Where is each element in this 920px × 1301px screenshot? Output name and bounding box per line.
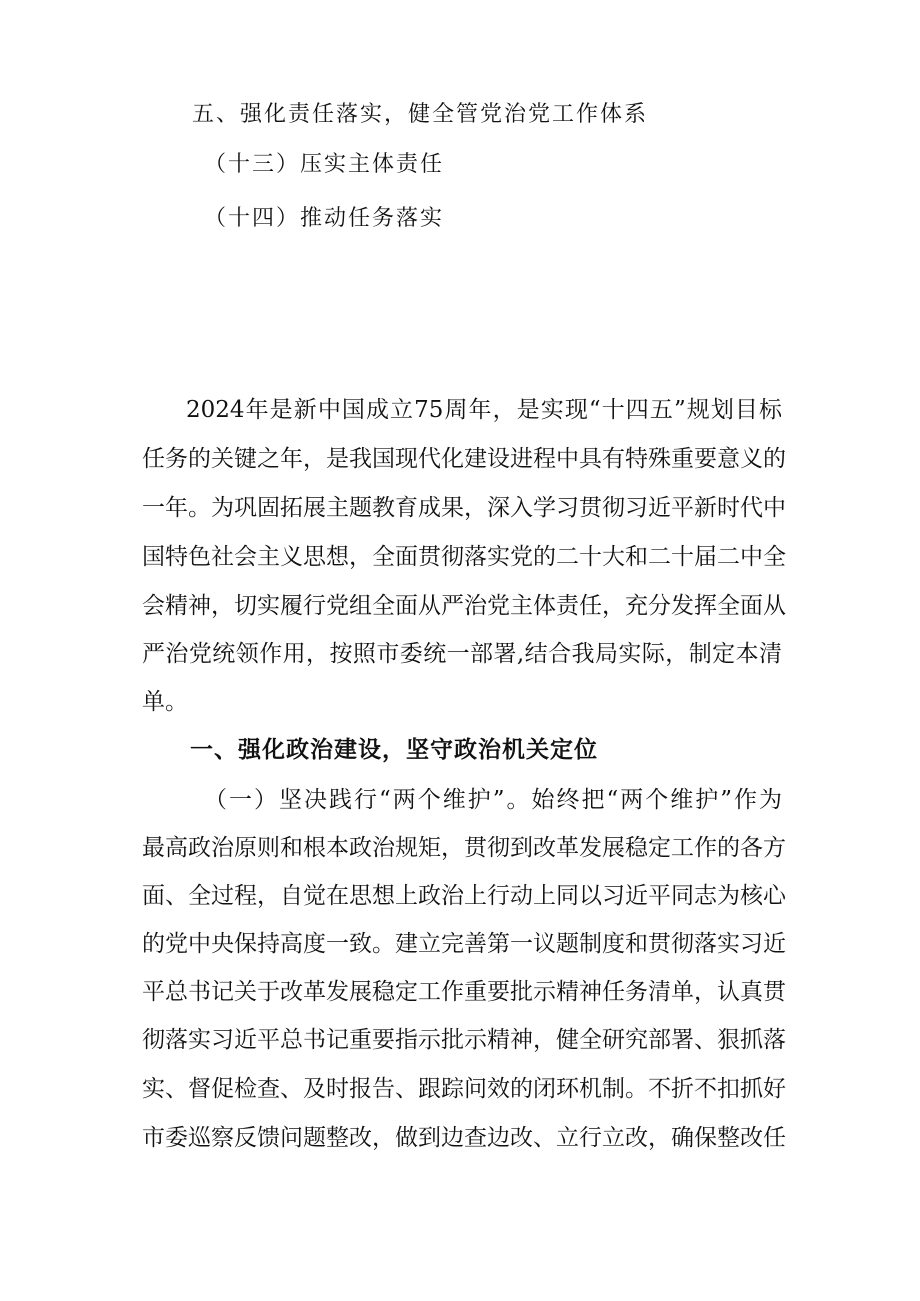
intro-line-5: 会精神，切实履行党组全面从严治党主体责任，充分发挥全面从: [142, 593, 786, 619]
item-1-line-4: 的党中央保持高度一致。建立完善第一议题制度和贯彻落实习近: [142, 931, 786, 957]
item-1-line-3: 面、全过程，自觉在思想上政治上行动上同以习近平同志为核心: [142, 883, 786, 909]
item-1-line-7: 实、督促检查、及时报告、跟踪问效的闭环机制。不折不扣抓好: [142, 1076, 786, 1102]
item-1-line-1: （一）坚决践行“两个维护”。始终把“两个维护”作为: [204, 787, 782, 813]
intro-line-7: 单。: [142, 689, 188, 715]
section-1-heading: 一、强化政治建设，坚守政治机关定位: [190, 737, 598, 763]
item-1-line-5: 平总书记关于改革发展稳定工作重要批示精神任务清单，认真贯: [142, 979, 786, 1005]
intro-line-3: 一年。为巩固拓展主题教育成果，深入学习贯彻习近平新时代中: [142, 495, 786, 521]
intro-line-4: 国特色社会主义思想，全面贯彻落实党的二十大和二十届二中全: [142, 544, 786, 570]
toc-item-13: （十三）压实主体责任: [204, 152, 445, 177]
intro-line-6: 严治党统领作用，按照市委统一部署,结合我局实际，制定本清: [142, 641, 782, 667]
item-1-line-6: 彻落实习近平总书记重要指示批示精神，健全研究部署、狠抓落: [142, 1027, 786, 1053]
item-1-line-2: 最高政治原则和根本政治规矩，贯彻到改革发展稳定工作的各方: [142, 835, 786, 861]
toc-section-5: 五、强化责任落实，健全管党治党工作体系: [192, 102, 649, 127]
intro-line-2: 任务的关键之年，是我国现代化建设进程中具有特殊重要意义的: [142, 446, 786, 472]
toc-item-14: （十四）推动任务落实: [204, 206, 445, 231]
item-1-line-8: 市委巡察反馈问题整改，做到边查边改、立行立改，确保整改任: [142, 1125, 786, 1151]
intro-line-1: 2024年是新中国成立75周年，是实现“十四五”规划目标: [186, 397, 782, 423]
